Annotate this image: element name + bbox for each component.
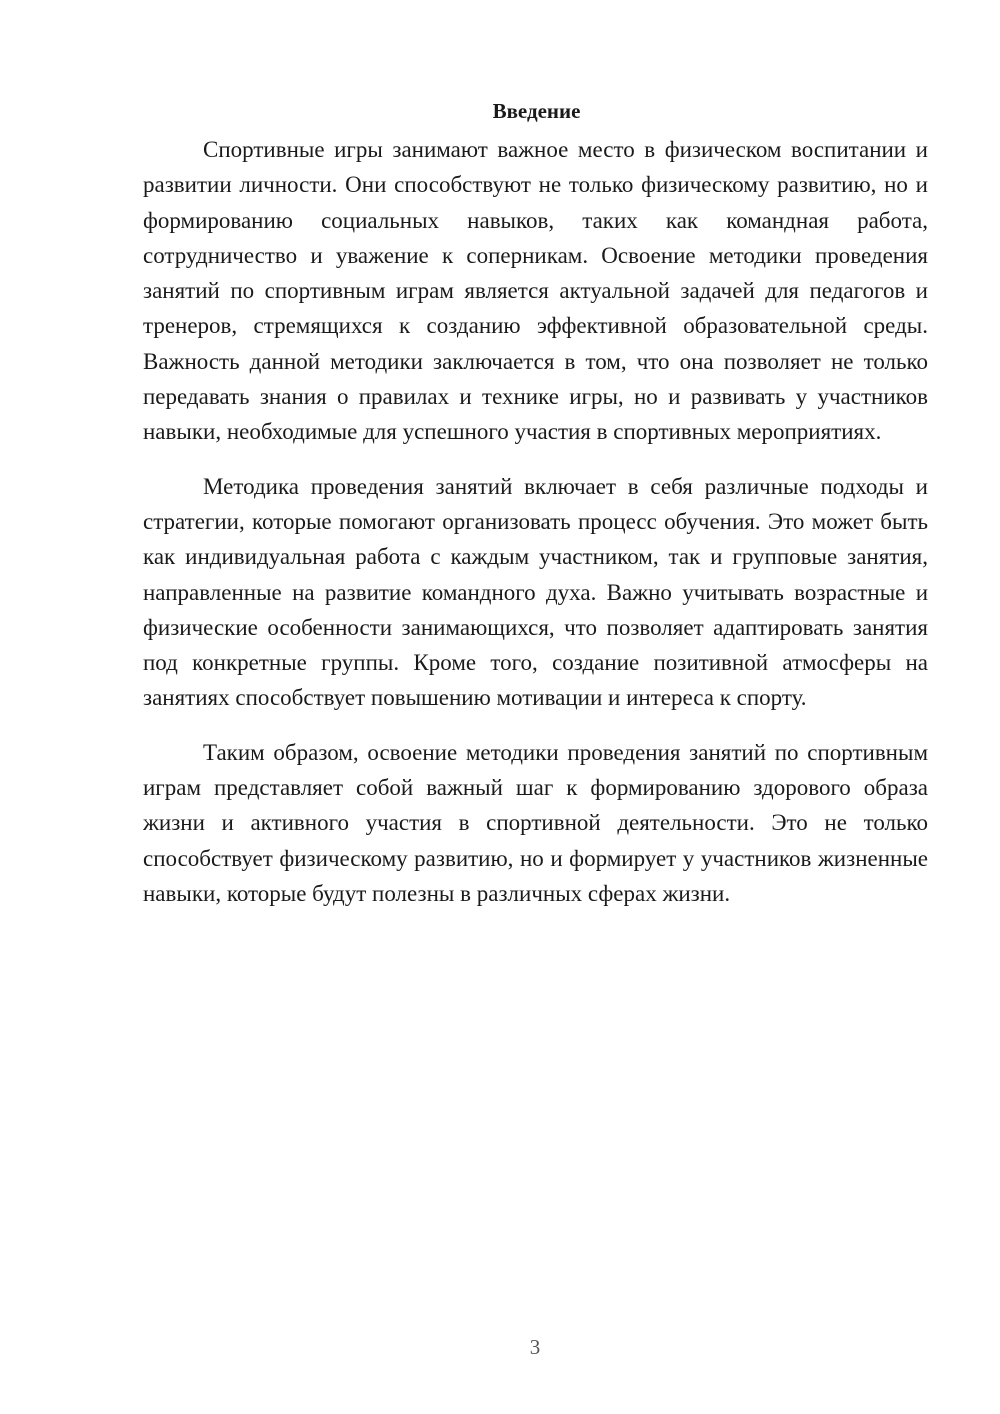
section-title: Введение [492, 99, 581, 123]
paragraph-2: Методика проведения занятий включает в себя различные подходы и стратегии, которые помогают организовать процесс обучения. Это может быть как индивидуальная работа с каждым участником, так и групповые занятия, направленные на развитие командного духа. Важно учитывать возрастные и физические особенности занимающихся, что позволяет адаптировать занятия под конкретные группы. Кроме того, создание позитивной атмосферы на занятиях способствует повышению мотивации и интереса к спорту. [143, 473, 928, 711]
page-content [143, 96, 928, 911]
paragraph-1: Спортивные игры занимают важное место в физическом воспитании и развитии личности. Они способствуют не только физическому развитию, но и формированию социальных навыков, таких как командная работа, сотрудничество и уважение к соперникам. Освоение методики проведения занятий по спортивным играм является актуальной задачей для педагогов и тренеров, стремящихся к созданию эффективной образовательной среды. Важность данной методики заключается в том, что она позволяет не только передавать знания о правилах и технике игры, но и развивать у участников навыки, необходимые для успешного участия в спортивных мероприятиях. [143, 137, 928, 445]
paragraph-3: Таким образом, освоение методики проведения занятий по спортивным играм представляет собой важный шаг к формированию здорового образа жизни и активного участия в спортивной деятельности. Это не только способствует физическому развитию, но и формирует у участников жизненные навыки, которые будут полезны в различных сферах жизни. [143, 739, 928, 906]
page-number: 3 [529, 1335, 541, 1359]
